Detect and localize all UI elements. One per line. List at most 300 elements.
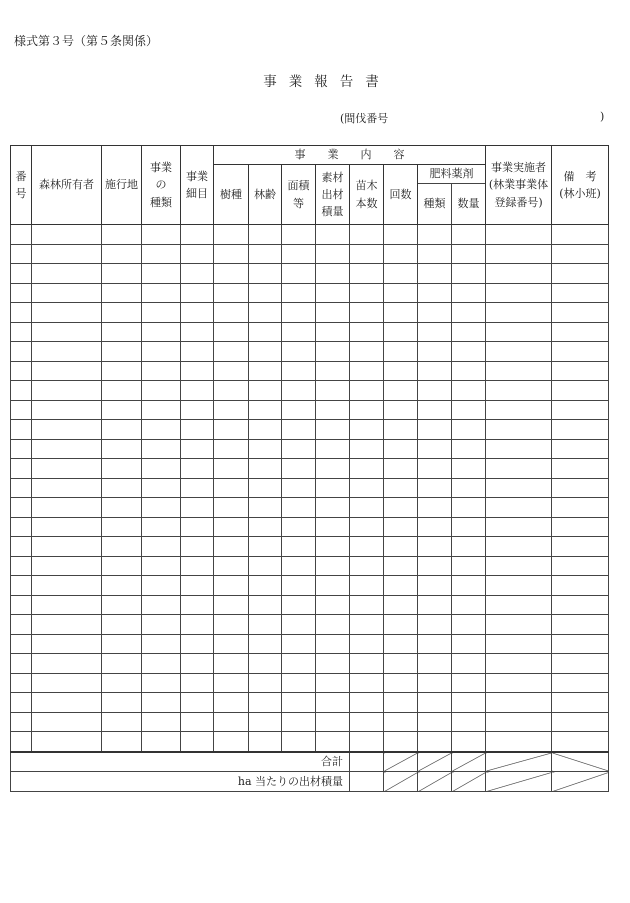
table-cell[interactable] (418, 244, 452, 264)
table-cell[interactable] (384, 420, 418, 440)
table-cell[interactable] (102, 732, 142, 752)
table-cell[interactable] (418, 576, 452, 596)
table-cell[interactable] (102, 264, 142, 284)
table-cell[interactable] (552, 381, 609, 401)
table-cell[interactable] (552, 439, 609, 459)
table-cell[interactable] (142, 732, 181, 752)
table-cell[interactable] (350, 225, 384, 245)
table-cell[interactable] (282, 615, 316, 635)
table-cell[interactable] (11, 264, 32, 284)
table-cell[interactable] (452, 595, 486, 615)
table-cell[interactable] (282, 498, 316, 518)
table-cell[interactable] (32, 264, 102, 284)
table-cell[interactable] (384, 732, 418, 752)
table-cell[interactable] (384, 225, 418, 245)
table-cell[interactable] (552, 517, 609, 537)
table-cell[interactable] (181, 400, 214, 420)
table-cell[interactable] (282, 244, 316, 264)
table-cell[interactable] (142, 439, 181, 459)
table-cell[interactable] (350, 595, 384, 615)
table-cell[interactable] (32, 712, 102, 732)
table-cell[interactable] (102, 693, 142, 713)
table-cell[interactable] (214, 322, 249, 342)
table-cell[interactable] (452, 498, 486, 518)
table-cell[interactable] (214, 654, 249, 674)
table-cell[interactable] (214, 537, 249, 557)
table-cell[interactable] (486, 283, 552, 303)
table-cell[interactable] (214, 225, 249, 245)
table-cell[interactable] (249, 303, 282, 323)
table-cell[interactable] (282, 459, 316, 479)
table-cell[interactable] (486, 303, 552, 323)
table-cell[interactable] (142, 264, 181, 284)
table-cell[interactable] (316, 693, 350, 713)
table-cell[interactable] (384, 517, 418, 537)
table-cell[interactable] (486, 615, 552, 635)
table-cell[interactable] (181, 517, 214, 537)
table-cell[interactable] (249, 342, 282, 362)
table-cell[interactable] (350, 654, 384, 674)
table-cell[interactable] (142, 478, 181, 498)
table-cell[interactable] (418, 361, 452, 381)
table-cell[interactable] (249, 693, 282, 713)
per-ha-cell[interactable] (350, 772, 384, 792)
table-cell[interactable] (102, 517, 142, 537)
table-cell[interactable] (282, 264, 316, 284)
table-cell[interactable] (11, 342, 32, 362)
table-cell[interactable] (142, 654, 181, 674)
table-cell[interactable] (102, 400, 142, 420)
table-cell[interactable] (32, 673, 102, 693)
table-cell[interactable] (181, 459, 214, 479)
table-cell[interactable] (486, 420, 552, 440)
table-cell[interactable] (282, 712, 316, 732)
table-cell[interactable] (102, 634, 142, 654)
table-cell[interactable] (486, 478, 552, 498)
table-cell[interactable] (418, 654, 452, 674)
table-cell[interactable] (102, 556, 142, 576)
table-cell[interactable] (214, 361, 249, 381)
table-cell[interactable] (11, 225, 32, 245)
table-cell[interactable] (214, 712, 249, 732)
table-cell[interactable] (32, 517, 102, 537)
table-cell[interactable] (486, 244, 552, 264)
table-cell[interactable] (316, 264, 350, 284)
table-cell[interactable] (32, 420, 102, 440)
table-cell[interactable] (32, 615, 102, 635)
table-cell[interactable] (452, 420, 486, 440)
table-cell[interactable] (32, 439, 102, 459)
table-cell[interactable] (249, 673, 282, 693)
table-cell[interactable] (384, 478, 418, 498)
table-cell[interactable] (214, 615, 249, 635)
table-cell[interactable] (452, 225, 486, 245)
table-cell[interactable] (214, 264, 249, 284)
table-cell[interactable] (282, 556, 316, 576)
table-cell[interactable] (418, 693, 452, 713)
table-cell[interactable] (142, 342, 181, 362)
table-cell[interactable] (11, 439, 32, 459)
table-cell[interactable] (384, 654, 418, 674)
table-cell[interactable] (249, 595, 282, 615)
table-cell[interactable] (102, 283, 142, 303)
table-cell[interactable] (316, 342, 350, 362)
table-cell[interactable] (384, 439, 418, 459)
table-cell[interactable] (552, 732, 609, 752)
table-cell[interactable] (181, 673, 214, 693)
table-cell[interactable] (11, 693, 32, 713)
table-cell[interactable] (142, 400, 181, 420)
table-cell[interactable] (11, 556, 32, 576)
table-cell[interactable] (11, 537, 32, 557)
table-cell[interactable] (102, 439, 142, 459)
table-cell[interactable] (418, 283, 452, 303)
table-cell[interactable] (552, 420, 609, 440)
table-cell[interactable] (102, 361, 142, 381)
table-cell[interactable] (316, 381, 350, 401)
table-cell[interactable] (181, 732, 214, 752)
table-cell[interactable] (552, 615, 609, 635)
table-cell[interactable] (350, 478, 384, 498)
table-cell[interactable] (350, 459, 384, 479)
table-cell[interactable] (452, 537, 486, 557)
table-cell[interactable] (452, 322, 486, 342)
table-cell[interactable] (350, 693, 384, 713)
table-cell[interactable] (102, 322, 142, 342)
table-cell[interactable] (282, 576, 316, 596)
table-cell[interactable] (142, 244, 181, 264)
table-cell[interactable] (11, 420, 32, 440)
table-cell[interactable] (181, 576, 214, 596)
table-cell[interactable] (282, 654, 316, 674)
table-cell[interactable] (32, 478, 102, 498)
table-cell[interactable] (11, 634, 32, 654)
table-cell[interactable] (350, 498, 384, 518)
table-cell[interactable] (142, 712, 181, 732)
table-cell[interactable] (214, 439, 249, 459)
table-cell[interactable] (249, 361, 282, 381)
table-cell[interactable] (486, 264, 552, 284)
table-cell[interactable] (11, 732, 32, 752)
table-cell[interactable] (214, 498, 249, 518)
table-cell[interactable] (102, 381, 142, 401)
table-cell[interactable] (249, 712, 282, 732)
table-cell[interactable] (249, 478, 282, 498)
table-cell[interactable] (316, 517, 350, 537)
table-cell[interactable] (418, 712, 452, 732)
table-cell[interactable] (418, 615, 452, 635)
table-cell[interactable] (552, 303, 609, 323)
table-cell[interactable] (11, 517, 32, 537)
table-cell[interactable] (32, 459, 102, 479)
table-cell[interactable] (418, 459, 452, 479)
table-cell[interactable] (249, 400, 282, 420)
table-cell[interactable] (384, 634, 418, 654)
table-cell[interactable] (32, 322, 102, 342)
table-cell[interactable] (552, 342, 609, 362)
table-cell[interactable] (486, 517, 552, 537)
table-cell[interactable] (32, 576, 102, 596)
table-cell[interactable] (181, 595, 214, 615)
table-cell[interactable] (350, 517, 384, 537)
table-cell[interactable] (452, 400, 486, 420)
table-cell[interactable] (418, 322, 452, 342)
table-cell[interactable] (452, 283, 486, 303)
table-cell[interactable] (552, 459, 609, 479)
table-cell[interactable] (486, 381, 552, 401)
table-cell[interactable] (11, 576, 32, 596)
table-cell[interactable] (181, 615, 214, 635)
table-cell[interactable] (32, 244, 102, 264)
table-cell[interactable] (214, 400, 249, 420)
table-cell[interactable] (249, 576, 282, 596)
table-cell[interactable] (11, 595, 32, 615)
table-cell[interactable] (32, 654, 102, 674)
table-cell[interactable] (384, 400, 418, 420)
table-cell[interactable] (452, 556, 486, 576)
table-cell[interactable] (452, 654, 486, 674)
table-cell[interactable] (452, 673, 486, 693)
table-cell[interactable] (552, 693, 609, 713)
table-cell[interactable] (316, 283, 350, 303)
table-cell[interactable] (552, 264, 609, 284)
table-cell[interactable] (102, 537, 142, 557)
table-cell[interactable] (214, 595, 249, 615)
table-cell[interactable] (452, 244, 486, 264)
table-cell[interactable] (418, 381, 452, 401)
table-cell[interactable] (181, 342, 214, 362)
table-cell[interactable] (452, 381, 486, 401)
table-cell[interactable] (486, 595, 552, 615)
table-cell[interactable] (249, 732, 282, 752)
table-cell[interactable] (384, 303, 418, 323)
table-cell[interactable] (316, 576, 350, 596)
table-cell[interactable] (552, 654, 609, 674)
table-cell[interactable] (552, 556, 609, 576)
table-cell[interactable] (32, 595, 102, 615)
table-cell[interactable] (316, 322, 350, 342)
table-cell[interactable] (384, 576, 418, 596)
table-cell[interactable] (32, 283, 102, 303)
table-cell[interactable] (418, 400, 452, 420)
table-cell[interactable] (32, 400, 102, 420)
table-cell[interactable] (418, 673, 452, 693)
table-cell[interactable] (142, 303, 181, 323)
table-cell[interactable] (102, 478, 142, 498)
table-cell[interactable] (486, 439, 552, 459)
table-cell[interactable] (282, 673, 316, 693)
table-cell[interactable] (316, 673, 350, 693)
table-cell[interactable] (418, 595, 452, 615)
table-cell[interactable] (452, 732, 486, 752)
table-cell[interactable] (181, 654, 214, 674)
table-cell[interactable] (350, 342, 384, 362)
table-cell[interactable] (181, 693, 214, 713)
table-cell[interactable] (102, 712, 142, 732)
table-cell[interactable] (452, 693, 486, 713)
table-cell[interactable] (486, 342, 552, 362)
table-cell[interactable] (249, 225, 282, 245)
table-cell[interactable] (181, 264, 214, 284)
table-cell[interactable] (418, 556, 452, 576)
table-cell[interactable] (418, 517, 452, 537)
table-cell[interactable] (32, 634, 102, 654)
table-cell[interactable] (552, 712, 609, 732)
table-cell[interactable] (11, 381, 32, 401)
table-cell[interactable] (552, 400, 609, 420)
table-cell[interactable] (249, 264, 282, 284)
table-cell[interactable] (452, 478, 486, 498)
table-cell[interactable] (316, 439, 350, 459)
table-cell[interactable] (452, 264, 486, 284)
table-cell[interactable] (181, 361, 214, 381)
table-cell[interactable] (418, 225, 452, 245)
table-cell[interactable] (249, 283, 282, 303)
table-cell[interactable] (486, 576, 552, 596)
table-cell[interactable] (552, 283, 609, 303)
table-cell[interactable] (142, 517, 181, 537)
table-cell[interactable] (102, 303, 142, 323)
table-cell[interactable] (486, 556, 552, 576)
table-cell[interactable] (181, 225, 214, 245)
table-cell[interactable] (418, 498, 452, 518)
table-cell[interactable] (350, 400, 384, 420)
table-cell[interactable] (486, 712, 552, 732)
table-cell[interactable] (249, 498, 282, 518)
table-cell[interactable] (142, 459, 181, 479)
table-cell[interactable] (384, 381, 418, 401)
table-cell[interactable] (350, 244, 384, 264)
table-cell[interactable] (249, 459, 282, 479)
table-cell[interactable] (282, 322, 316, 342)
table-cell[interactable] (350, 556, 384, 576)
table-cell[interactable] (418, 303, 452, 323)
table-cell[interactable] (384, 264, 418, 284)
table-cell[interactable] (249, 439, 282, 459)
table-cell[interactable] (316, 595, 350, 615)
table-cell[interactable] (552, 361, 609, 381)
table-cell[interactable] (282, 634, 316, 654)
table-cell[interactable] (142, 361, 181, 381)
table-cell[interactable] (552, 498, 609, 518)
table-cell[interactable] (452, 459, 486, 479)
table-cell[interactable] (350, 634, 384, 654)
table-cell[interactable] (11, 654, 32, 674)
table-cell[interactable] (486, 498, 552, 518)
table-cell[interactable] (486, 537, 552, 557)
table-cell[interactable] (249, 322, 282, 342)
table-cell[interactable] (384, 595, 418, 615)
table-cell[interactable] (249, 420, 282, 440)
table-cell[interactable] (552, 244, 609, 264)
table-cell[interactable] (249, 615, 282, 635)
table-cell[interactable] (486, 459, 552, 479)
table-cell[interactable] (316, 732, 350, 752)
table-cell[interactable] (214, 303, 249, 323)
table-cell[interactable] (181, 420, 214, 440)
table-cell[interactable] (316, 400, 350, 420)
table-cell[interactable] (418, 537, 452, 557)
table-cell[interactable] (418, 478, 452, 498)
table-cell[interactable] (142, 225, 181, 245)
table-cell[interactable] (384, 673, 418, 693)
table-cell[interactable] (384, 712, 418, 732)
table-cell[interactable] (181, 498, 214, 518)
table-cell[interactable] (11, 244, 32, 264)
table-cell[interactable] (452, 576, 486, 596)
table-cell[interactable] (102, 342, 142, 362)
table-cell[interactable] (214, 732, 249, 752)
table-cell[interactable] (102, 420, 142, 440)
table-cell[interactable] (11, 303, 32, 323)
table-cell[interactable] (142, 673, 181, 693)
table-cell[interactable] (32, 342, 102, 362)
table-cell[interactable] (102, 225, 142, 245)
table-cell[interactable] (102, 576, 142, 596)
table-cell[interactable] (452, 342, 486, 362)
table-cell[interactable] (282, 595, 316, 615)
table-cell[interactable] (350, 673, 384, 693)
table-cell[interactable] (316, 498, 350, 518)
table-cell[interactable] (11, 361, 32, 381)
table-cell[interactable] (214, 283, 249, 303)
table-cell[interactable] (418, 342, 452, 362)
table-cell[interactable] (350, 303, 384, 323)
table-cell[interactable] (102, 595, 142, 615)
table-cell[interactable] (102, 459, 142, 479)
table-cell[interactable] (32, 732, 102, 752)
table-cell[interactable] (181, 478, 214, 498)
table-cell[interactable] (486, 673, 552, 693)
table-cell[interactable] (282, 400, 316, 420)
table-cell[interactable] (350, 439, 384, 459)
table-cell[interactable] (316, 459, 350, 479)
table-cell[interactable] (316, 420, 350, 440)
table-cell[interactable] (316, 556, 350, 576)
table-cell[interactable] (282, 517, 316, 537)
table-cell[interactable] (11, 459, 32, 479)
table-cell[interactable] (486, 732, 552, 752)
table-cell[interactable] (350, 576, 384, 596)
table-cell[interactable] (32, 225, 102, 245)
table-cell[interactable] (350, 420, 384, 440)
table-cell[interactable] (214, 576, 249, 596)
table-cell[interactable] (282, 732, 316, 752)
table-cell[interactable] (214, 459, 249, 479)
table-cell[interactable] (102, 615, 142, 635)
table-cell[interactable] (384, 537, 418, 557)
table-cell[interactable] (214, 673, 249, 693)
table-cell[interactable] (181, 439, 214, 459)
table-cell[interactable] (11, 283, 32, 303)
table-cell[interactable] (316, 634, 350, 654)
table-cell[interactable] (142, 634, 181, 654)
table-cell[interactable] (384, 342, 418, 362)
table-cell[interactable] (214, 634, 249, 654)
table-cell[interactable] (214, 517, 249, 537)
table-cell[interactable] (32, 556, 102, 576)
table-cell[interactable] (316, 615, 350, 635)
table-cell[interactable] (214, 556, 249, 576)
table-cell[interactable] (384, 498, 418, 518)
table-cell[interactable] (214, 693, 249, 713)
table-cell[interactable] (11, 673, 32, 693)
table-cell[interactable] (11, 498, 32, 518)
table-cell[interactable] (452, 439, 486, 459)
table-cell[interactable] (214, 420, 249, 440)
table-cell[interactable] (32, 381, 102, 401)
table-cell[interactable] (552, 478, 609, 498)
